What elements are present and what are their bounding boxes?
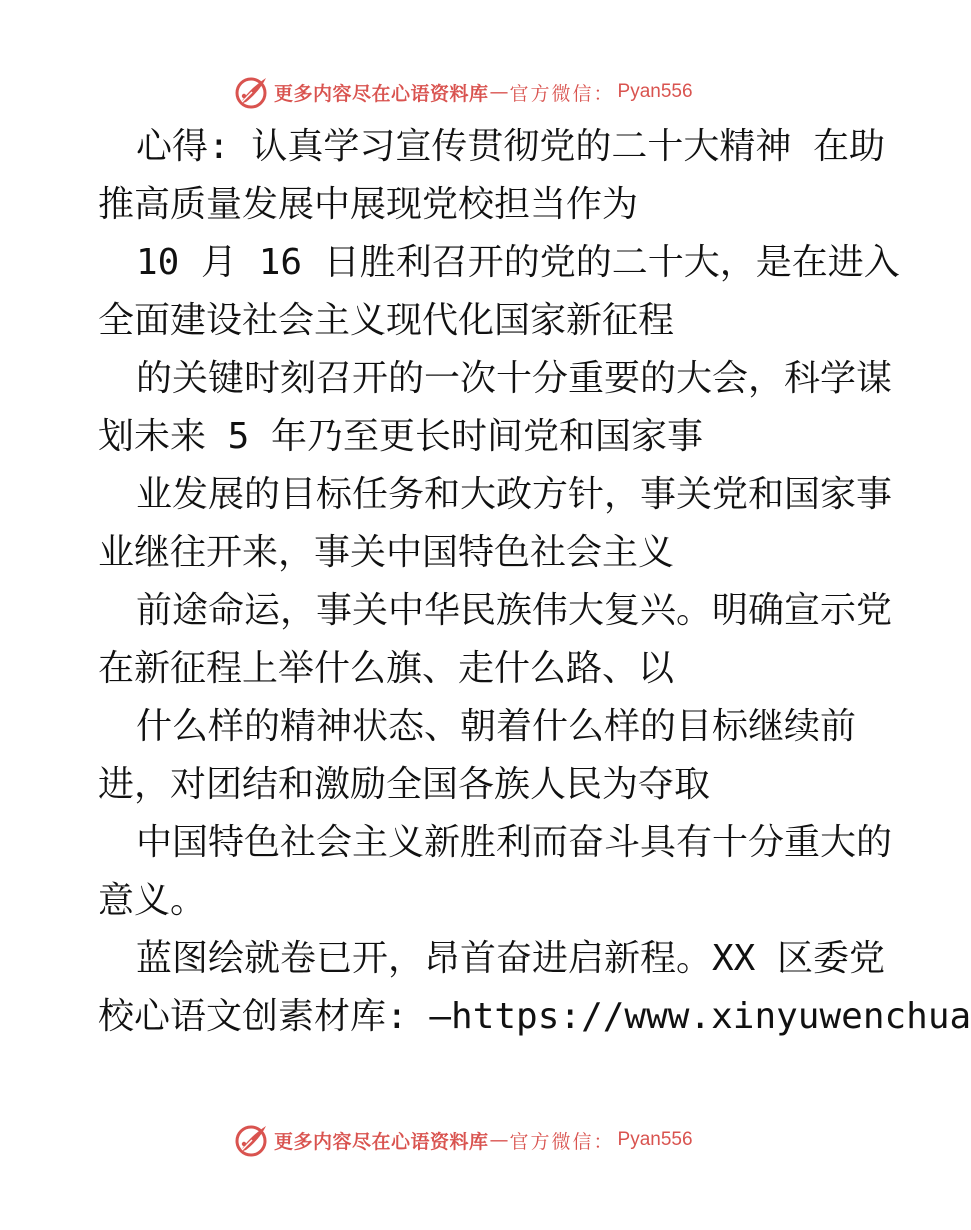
- text-line: 的关键时刻召开的一次十分重要的大会，科学谋: [136, 358, 893, 399]
- text-line: 什么样的精神状态、朝着什么样的目标继续前: [136, 706, 857, 747]
- text-line: 在新征程上举什么旗、走什么路、以: [98, 648, 675, 689]
- banner-text: 更多内容尽在心语资料库: [274, 1130, 489, 1153]
- quill-logo-icon: [232, 72, 272, 112]
- text-line: 业继往开来，事关中国特色社会主义: [98, 532, 675, 573]
- wechat-id: Pyan556: [617, 81, 693, 102]
- document-body: [98, 118, 971, 1046]
- text-line: 意义。: [98, 880, 207, 921]
- banner-separator: —: [489, 1129, 509, 1151]
- wechat-id: Pyan556: [617, 1129, 693, 1150]
- banner-separator: —: [489, 81, 509, 103]
- banner-text: 更多内容尽在心语资料库: [274, 82, 489, 105]
- text-line: 业发展的目标任务和大政方针，事关党和国家事: [136, 474, 893, 515]
- header-banner[interactable]: [232, 72, 693, 112]
- text-line: 10 月 16 日胜利召开的党的二十大，是在进入: [136, 242, 900, 283]
- footer-banner[interactable]: [232, 1120, 693, 1160]
- text-line: 进，对团结和激励全国各族人民为夺取: [98, 764, 711, 805]
- text-line: 蓝图绘就卷已开，昂首奋进启新程。XX 区委党: [136, 938, 886, 979]
- text-line: 前途命运，事关中华民族伟大复兴。明确宣示党: [136, 590, 893, 631]
- text-line: 校心语文创素材库: —https://www.xinyuwenchua: [98, 996, 971, 1037]
- quill-logo-icon: [232, 1120, 272, 1160]
- text-line: 中国特色社会主义新胜利而奋斗具有十分重大的: [136, 822, 893, 863]
- text-line: 全面建设社会主义现代化国家新征程: [98, 300, 675, 341]
- text-line: 划未来 5 年乃至更长时间党和国家事: [98, 416, 704, 457]
- wechat-label: 官方微信：: [509, 1130, 615, 1153]
- wechat-label: 官方微信：: [509, 82, 615, 105]
- text-line: 心得: 认真学习宣传贯彻党的二十大精神 在助: [136, 126, 886, 167]
- text-line: 推高质量发展中展现党校担当作为: [98, 184, 639, 225]
